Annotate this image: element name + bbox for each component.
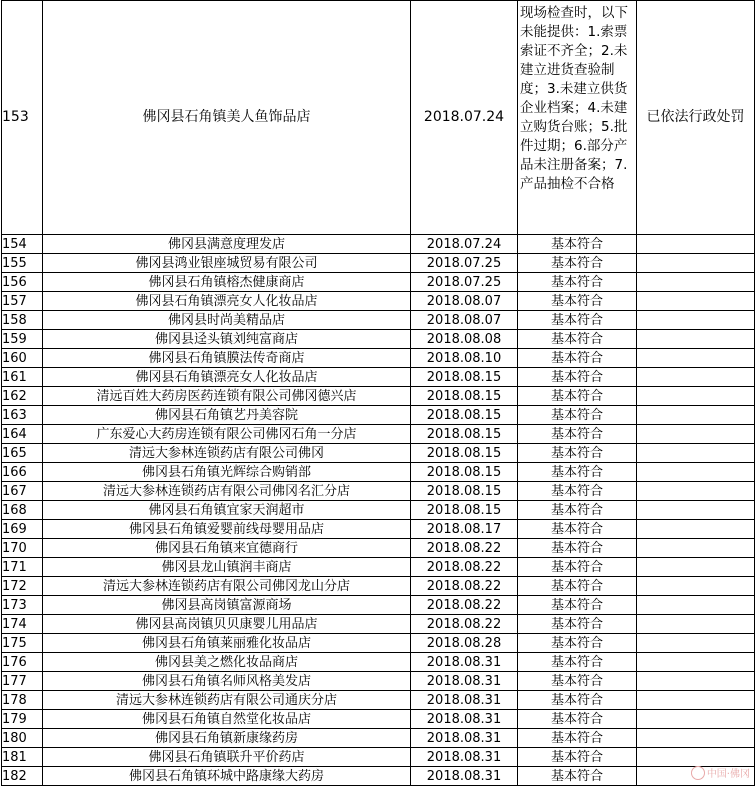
inspection-date-cell: 2018.08.31: [411, 672, 518, 691]
row-number-cell: 173: [2, 596, 43, 615]
inspection-result-cell: 基本符合: [518, 520, 637, 539]
inspection-date-cell: 2018.08.15: [411, 501, 518, 520]
row-number-cell: 172: [2, 577, 43, 596]
action-taken-cell: [637, 292, 755, 311]
action-taken-cell: [637, 748, 755, 767]
inspection-date-cell: 2018.08.22: [411, 596, 518, 615]
action-taken-cell: [637, 653, 755, 672]
action-taken-cell: [637, 273, 755, 292]
table-row: [2, 482, 755, 501]
table-row: [2, 539, 755, 558]
action-taken-cell: [637, 444, 755, 463]
table-row: [2, 330, 755, 349]
inspection-result-cell: 基本符合: [518, 406, 637, 425]
inspection-result-cell: 基本符合: [518, 501, 637, 520]
business-name-cell: 佛冈县石角镇爱婴前线母婴用品店: [43, 520, 411, 539]
action-taken-cell: [637, 254, 755, 273]
inspection-table: [1, 0, 755, 786]
inspection-result-cell: 基本符合: [518, 615, 637, 634]
table-row: [2, 558, 755, 577]
inspection-result-cell: 基本符合: [518, 596, 637, 615]
business-name-cell: 清远大参林连锁药店有限公司佛冈龙山分店: [43, 577, 411, 596]
table-row: [2, 311, 755, 330]
row-number-cell: 160: [2, 349, 43, 368]
business-name-cell: 佛冈县石角镇自然堂化妆品店: [43, 710, 411, 729]
inspection-date-cell: 2018.08.15: [411, 463, 518, 482]
inspection-date-cell: 2018.07.25: [411, 254, 518, 273]
row-number-cell: 153: [2, 1, 43, 235]
inspection-date-cell: 2018.08.31: [411, 729, 518, 748]
business-name-cell: 佛冈县石角镇光辉综合购销部: [43, 463, 411, 482]
inspection-result-cell: 基本符合: [518, 634, 637, 653]
inspection-result-cell: 基本符合: [518, 292, 637, 311]
inspection-date-cell: 2018.08.15: [411, 444, 518, 463]
action-taken-cell: [637, 482, 755, 501]
row-number-cell: 169: [2, 520, 43, 539]
action-taken-cell: [637, 406, 755, 425]
action-taken-cell: [637, 501, 755, 520]
inspection-date-cell: 2018.08.15: [411, 387, 518, 406]
inspection-date-cell: 2018.08.07: [411, 292, 518, 311]
inspection-date-cell: 2018.08.22: [411, 577, 518, 596]
inspection-date-cell: 2018.08.22: [411, 615, 518, 634]
inspection-date-cell: 2018.08.10: [411, 349, 518, 368]
business-name-cell: 佛冈县石角镇来宜德商行: [43, 539, 411, 558]
inspection-result-cell: 基本符合: [518, 577, 637, 596]
table-row: [2, 349, 755, 368]
inspection-result-cell: 基本符合: [518, 672, 637, 691]
inspection-date-cell: 2018.08.28: [411, 634, 518, 653]
inspection-date-cell: 2018.08.31: [411, 691, 518, 710]
inspection-date-cell: 2018.07.24: [411, 235, 518, 254]
table-body: [2, 1, 755, 786]
inspection-date-cell: 2018.08.31: [411, 653, 518, 672]
inspection-result-cell: 基本符合: [518, 311, 637, 330]
inspection-date-cell: 2018.08.22: [411, 558, 518, 577]
table-row: [2, 729, 755, 748]
table-row: [2, 463, 755, 482]
action-taken-cell: [637, 463, 755, 482]
table-row: [2, 634, 755, 653]
inspection-date-cell: 2018.08.15: [411, 482, 518, 501]
row-number-cell: 161: [2, 368, 43, 387]
business-name-cell: 佛冈县石角镇联升平价药店: [43, 748, 411, 767]
inspection-result-cell: 基本符合: [518, 273, 637, 292]
action-taken-cell: [637, 596, 755, 615]
business-name-cell: 佛冈县石角镇漂亮女人化妆品店: [43, 368, 411, 387]
inspection-result-cell: 基本符合: [518, 748, 637, 767]
inspection-date-cell: 2018.08.31: [411, 767, 518, 786]
table-row: [2, 387, 755, 406]
inspection-result-cell: 基本符合: [518, 539, 637, 558]
inspection-date-cell: 2018.08.08: [411, 330, 518, 349]
row-number-cell: 167: [2, 482, 43, 501]
business-name-cell: 佛冈县高岗镇富源商场: [43, 596, 411, 615]
table-row: [2, 520, 755, 539]
action-taken-cell: 已依法行政处罚: [637, 1, 755, 235]
business-name-cell: 清远大参林连锁药店有限公司佛冈名汇分店: [43, 482, 411, 501]
action-taken-cell: [637, 330, 755, 349]
business-name-cell: 佛冈县石角镇膜法传奇商店: [43, 349, 411, 368]
inspection-date-cell: 2018.08.22: [411, 539, 518, 558]
table-row: [2, 406, 755, 425]
business-name-cell: 佛冈县龙山镇润丰商店: [43, 558, 411, 577]
inspection-date-cell: 2018.08.15: [411, 425, 518, 444]
table-row: [2, 254, 755, 273]
row-number-cell: 182: [2, 767, 43, 786]
inspection-date-cell: 2018.08.15: [411, 406, 518, 425]
business-name-cell: 佛冈县石角镇榕杰健康商店: [43, 273, 411, 292]
inspection-result-cell: 基本符合: [518, 653, 637, 672]
action-taken-cell: [637, 672, 755, 691]
row-number-cell: 180: [2, 729, 43, 748]
row-number-cell: 155: [2, 254, 43, 273]
business-name-cell: 佛冈县石角镇美人鱼饰品店: [43, 1, 411, 235]
table-row: [2, 501, 755, 520]
table-row: [2, 653, 755, 672]
row-number-cell: 170: [2, 539, 43, 558]
action-taken-cell: [637, 235, 755, 254]
table-row: [2, 577, 755, 596]
business-name-cell: 清远百姓大药房医药连锁有限公司佛冈德兴店: [43, 387, 411, 406]
business-name-cell: 佛冈县时尚美精品店: [43, 311, 411, 330]
inspection-date-cell: 2018.08.31: [411, 748, 518, 767]
table-row: [2, 691, 755, 710]
action-taken-cell: [637, 520, 755, 539]
action-taken-cell: [637, 558, 755, 577]
action-taken-cell: [637, 691, 755, 710]
row-number-cell: 174: [2, 615, 43, 634]
row-number-cell: 178: [2, 691, 43, 710]
inspection-date-cell: 2018.08.17: [411, 520, 518, 539]
watermark-logo-icon: [691, 766, 705, 780]
inspection-result-cell: 基本符合: [518, 710, 637, 729]
action-taken-cell: [637, 729, 755, 748]
inspection-result-cell: 基本符合: [518, 463, 637, 482]
inspection-date-cell: 2018.08.31: [411, 710, 518, 729]
action-taken-cell: [637, 577, 755, 596]
inspection-date-cell: 2018.08.15: [411, 368, 518, 387]
action-taken-cell: [637, 349, 755, 368]
business-name-cell: 佛冈县石角镇环城中路康缘大药房: [43, 767, 411, 786]
inspection-result-cell: 基本符合: [518, 349, 637, 368]
action-taken-cell: [637, 710, 755, 729]
inspection-result-cell: 基本符合: [518, 729, 637, 748]
inspection-result-cell: 基本符合: [518, 235, 637, 254]
table-row: [2, 748, 755, 767]
table-row: [2, 1, 755, 235]
row-number-cell: 159: [2, 330, 43, 349]
table-row: [2, 596, 755, 615]
business-name-cell: 佛冈县石角镇漂亮女人化妆品店: [43, 292, 411, 311]
row-number-cell: 154: [2, 235, 43, 254]
business-name-cell: 佛冈县鸿业银座城贸易有限公司: [43, 254, 411, 273]
table-row: [2, 672, 755, 691]
inspection-result-cell: 基本符合: [518, 691, 637, 710]
business-name-cell: 佛冈县石角镇莱丽雅化妆品店: [43, 634, 411, 653]
row-number-cell: 181: [2, 748, 43, 767]
action-taken-cell: [637, 634, 755, 653]
action-taken-cell: [637, 387, 755, 406]
inspection-result-cell: 基本符合: [518, 368, 637, 387]
inspection-result-cell: 基本符合: [518, 767, 637, 786]
business-name-cell: 佛冈县石角镇艺丹美容院: [43, 406, 411, 425]
inspection-date-cell: 2018.08.07: [411, 311, 518, 330]
inspection-date-cell: 2018.07.24: [411, 1, 518, 235]
business-name-cell: 清远大参林连锁药店有限公司佛冈: [43, 444, 411, 463]
business-name-cell: 佛冈县满意度理发店: [43, 235, 411, 254]
business-name-cell: 佛冈县美之燃化妆品商店: [43, 653, 411, 672]
row-number-cell: 177: [2, 672, 43, 691]
row-number-cell: 168: [2, 501, 43, 520]
business-name-cell: 佛冈县高岗镇贝贝康婴儿用品店: [43, 615, 411, 634]
inspection-result-cell: 基本符合: [518, 330, 637, 349]
action-taken-cell: [637, 311, 755, 330]
inspection-result-cell: 基本符合: [518, 444, 637, 463]
inspection-result-cell: 基本符合: [518, 558, 637, 577]
action-taken-cell: [637, 539, 755, 558]
table-row: [2, 368, 755, 387]
business-name-cell: 清远大参林连锁药店有限公司通庆分店: [43, 691, 411, 710]
row-number-cell: 156: [2, 273, 43, 292]
table-row: [2, 273, 755, 292]
watermark-text: 中国·佛冈: [706, 769, 750, 780]
business-name-cell: 佛冈县石角镇宜家天润超市: [43, 501, 411, 520]
row-number-cell: 164: [2, 425, 43, 444]
table-row: [2, 425, 755, 444]
inspection-result-cell: 基本符合: [518, 254, 637, 273]
inspection-result-cell: 基本符合: [518, 387, 637, 406]
watermark: [691, 765, 750, 780]
row-number-cell: 176: [2, 653, 43, 672]
business-name-cell: 广东爱心大药房连锁有限公司佛冈石角一分店: [43, 425, 411, 444]
table-row: [2, 235, 755, 254]
table-row: [2, 292, 755, 311]
action-taken-cell: [637, 615, 755, 634]
inspection-result-cell: 现场检查时，以下未能提供：1.索票索证不齐全；2.未建立进货查验制度；3.未建立供货企业档案；4.未建立购货台账；5.批件过期；6.部分产品未注册备案；7.产品抽检不合格: [518, 1, 637, 235]
business-name-cell: 佛冈县石角镇名师风格美发店: [43, 672, 411, 691]
table-row: [2, 710, 755, 729]
inspection-result-cell: 基本符合: [518, 425, 637, 444]
row-number-cell: 175: [2, 634, 43, 653]
row-number-cell: 166: [2, 463, 43, 482]
action-taken-cell: [637, 368, 755, 387]
table-row: [2, 615, 755, 634]
inspection-result-cell: 基本符合: [518, 482, 637, 501]
row-number-cell: 162: [2, 387, 43, 406]
row-number-cell: 179: [2, 710, 43, 729]
row-number-cell: 165: [2, 444, 43, 463]
business-name-cell: 佛冈县石角镇新康缘药房: [43, 729, 411, 748]
business-name-cell: 佛冈县迳头镇刘纯富商店: [43, 330, 411, 349]
row-number-cell: 171: [2, 558, 43, 577]
inspection-date-cell: 2018.07.25: [411, 273, 518, 292]
row-number-cell: 163: [2, 406, 43, 425]
row-number-cell: 157: [2, 292, 43, 311]
action-taken-cell: [637, 425, 755, 444]
table-row: [2, 444, 755, 463]
row-number-cell: 158: [2, 311, 43, 330]
